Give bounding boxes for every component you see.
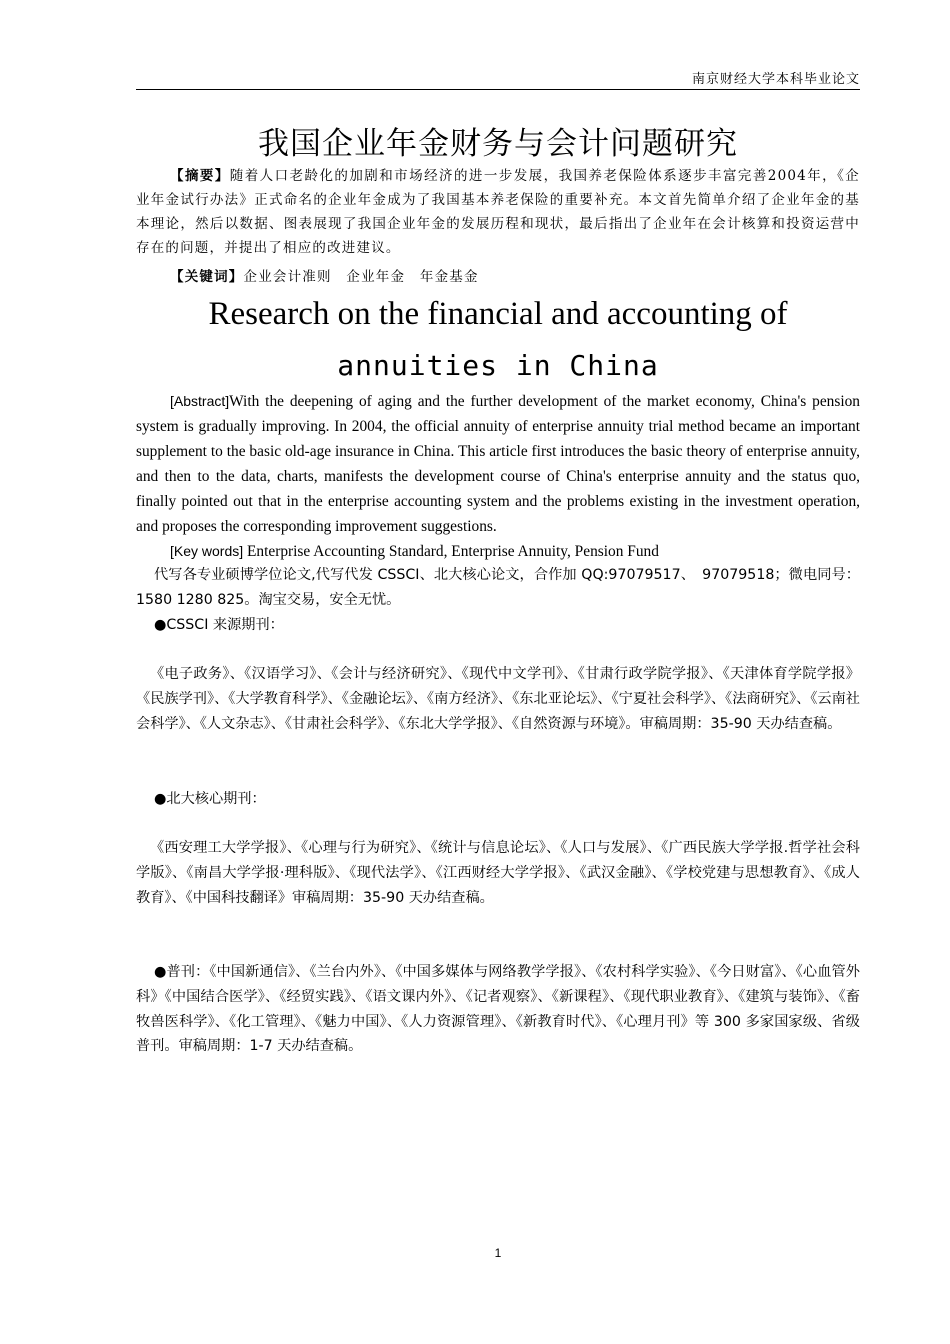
keywords-label-english: [Key words] bbox=[170, 543, 244, 559]
abstract-label-chinese: 【摘要】 bbox=[170, 168, 230, 184]
page-number: 1 bbox=[494, 1246, 502, 1260]
abstract-chinese bbox=[136, 164, 860, 260]
running-header: 南京财经大学本科毕业论文 bbox=[136, 68, 860, 90]
page-title-english-line2: annuities in China bbox=[337, 349, 659, 382]
advertisement-paragraph: 代写各专业硕博学位论文,代写代发 CSSCI、北大核心论文，合作加 QQ:97079517、 97079518；微电同号：1580 1280 825。淘宝交易，安全无忧。 bbox=[136, 567, 860, 608]
page-title-english-line1: Research on the financial and accounting of bbox=[208, 296, 788, 332]
cssci-heading: ●CSSCI 来源期刊： bbox=[154, 617, 284, 633]
abstract-english bbox=[136, 389, 860, 539]
keywords-label-chinese: 【关键词】 bbox=[170, 269, 244, 285]
page-title-chinese: 我国企业年金财务与会计问题研究 bbox=[258, 126, 738, 162]
pku-core-journal-list: 《西安理工大学学报》、《心理与行为研究》、《统计与信息论坛》、《人口与发展》、《广西民族大学学报.哲学社会科学版》、《南昌大学学报·理科版》、《现代法学》、《江西财经大学学报》、《武汉金融》、《学校党建与思想教育》、《成人教育》、《中国科技翻译》审稿周期：35-90 天办结查稿。 bbox=[136, 840, 860, 906]
abstract-text-english: With the deepening of aging and the further development of the market economy, China's pension system is gradually improving. In 2004, the official annuity of enterprise annuity trial method became an important supplement to the basic old-age insurance in China. This article first introduces the basic theory of enterprise annuity, and then to the data, charts, manifests the development course of China's enterprise annuity and the status quo, finally pointed out that in the enterprise accounting system and the problems existing in the investment operation, and proposes the corresponding improvement suggestions. bbox=[136, 393, 860, 535]
abstract-label-english: [Abstract] bbox=[170, 393, 230, 409]
keywords-text-english: Enterprise Accounting Standard, Enterprise Annuity, Pension Fund bbox=[243, 543, 659, 560]
pku-core-heading: ●北大核心期刊： bbox=[154, 791, 266, 807]
cssci-journal-list: 《电子政务》、《汉语学习》、《会计与经济研究》、《现代中文学刊》、《甘肃行政学院学报》、《天津体育学院学报》《民族学刊》、《大学教育科学》、《金融论坛》、《南方经济》、《东北亚论坛》、《宁夏社会科学》、《法商研究》、《云南社会科学》、《人文杂志》、《甘肃社会科学》、《东北大学学报》、《自然资源与环境》。审稿周期：35-90 天办结查稿。 bbox=[136, 666, 860, 732]
keywords-text-chinese: 企业会计准则 企业年金 年金基金 bbox=[243, 269, 479, 285]
keywords-chinese bbox=[136, 265, 860, 289]
keywords-english bbox=[136, 539, 860, 564]
abstract-text-chinese: 随着人口老龄化的加剧和市场经济的进一步发展，我国养老保险体系逐步丰富完善2004年，《企业年金试行办法》正式命名的企业年金成为了我国基本养老保险的重要补充。本文首先简单介绍了企业年金的基本理论，然后以数据、图表展现了我国企业年金的发展历程和现状，最后指出了企业年在会计核算和投资运营中存在的问题，并提出了相应的改进建议。 bbox=[136, 168, 860, 256]
general-journal-paragraph: ●普刊：《中国新通信》、《兰台内外》、《中国多媒体与网络教学学报》、《农村科学实验》、《今日财富》、《心血管外科》《中国结合医学》、《经贸实践》、《语文课内外》、《记者观察》、《新课程》、《现代职业教育》、《建筑与装饰》、《畜牧兽医科学》、《化工管理》、《魅力中国》、《人力资源管理》、《新教育时代》、《心理月刊》等 300 多家国家级、省级普刊。审稿周期：1-7 天办结查稿。 bbox=[136, 964, 860, 1055]
